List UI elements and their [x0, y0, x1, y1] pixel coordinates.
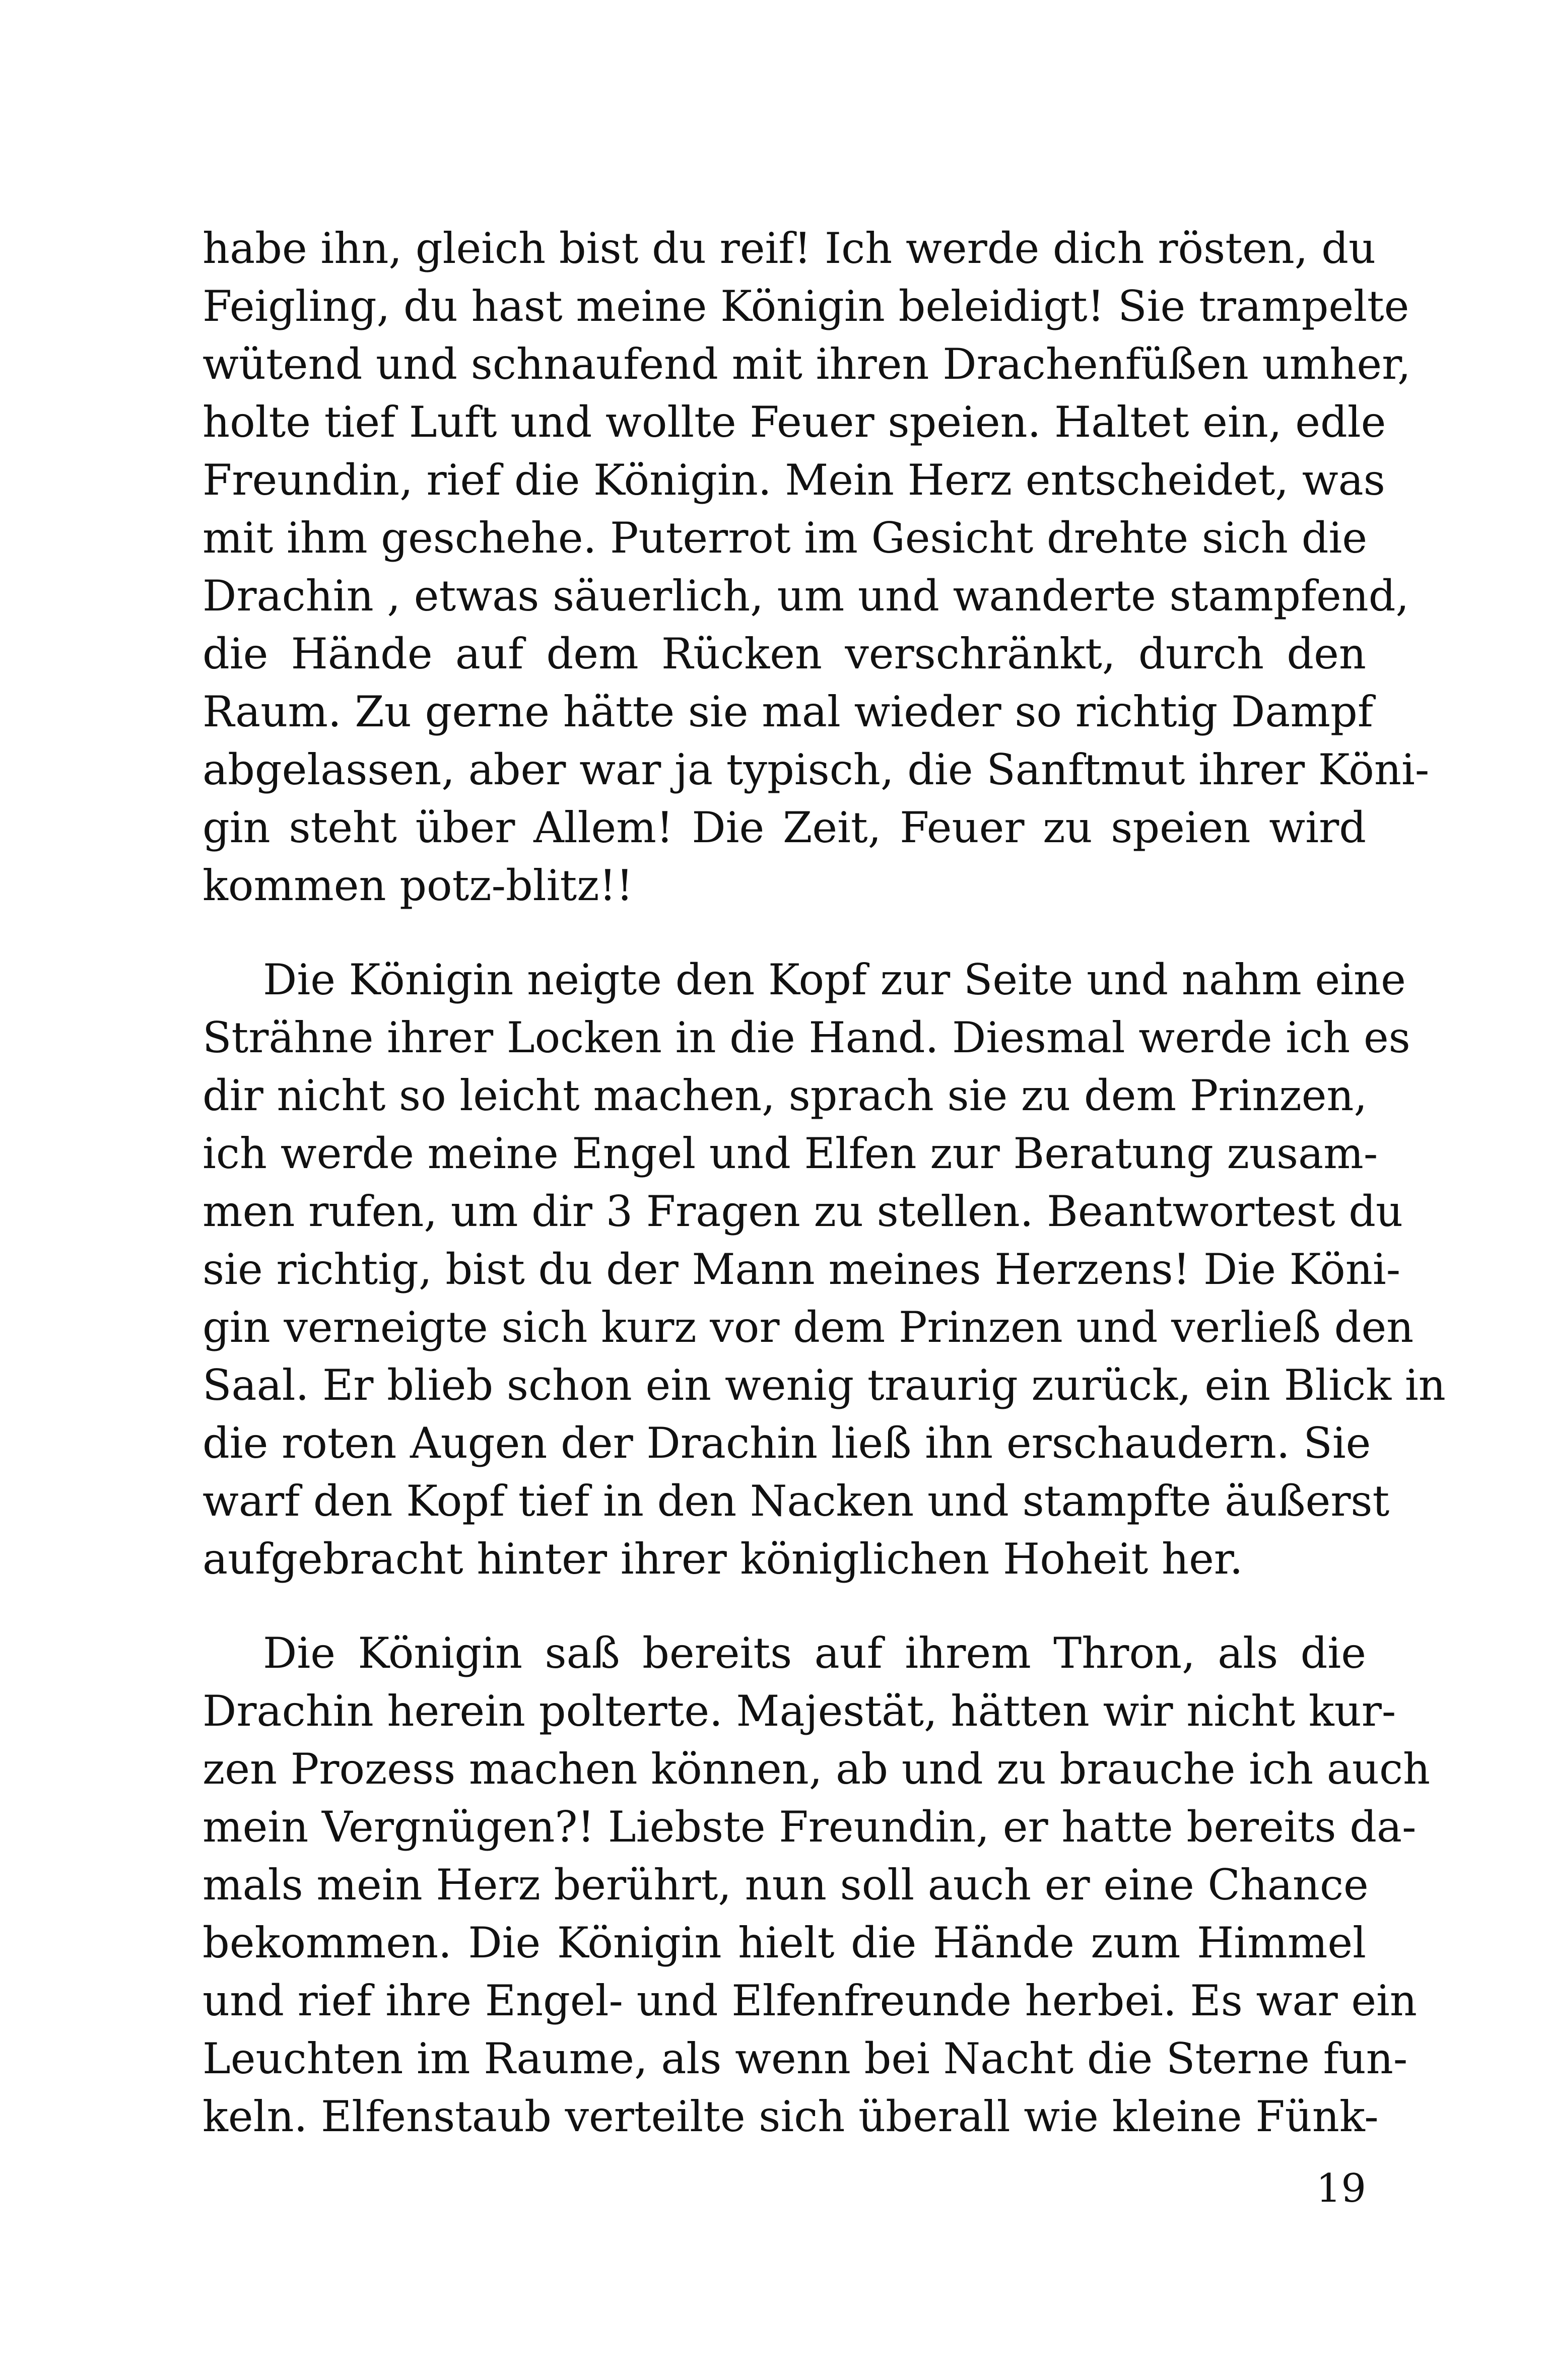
body-text — [203, 220, 1446, 2146]
paragraph-spacer — [203, 1588, 1366, 1624]
paragraph-2 — [203, 951, 1446, 1588]
text-line: Die Königin saß bereits auf ihrem Thron, als die — [263, 1628, 1366, 1678]
text-line: Leuchten im Raume, als wenn bei Nacht die Sterne fun- — [203, 2034, 1408, 2083]
text-line: Die Königin neigte den Kopf zur Seite und nahm eine — [263, 955, 1406, 1004]
text-line: bekommen. Die Königin hielt die Hände zum Himmel — [203, 1918, 1366, 1967]
text-line: sie richtig, bist du der Mann meines Herzens! Die Köni- — [203, 1245, 1401, 1294]
text-line: mit ihm geschehe. Puterrot im Gesicht drehte sich die — [203, 513, 1368, 563]
text-line: Raum. Zu gerne hätte sie mal wieder so richtig Dampf — [203, 687, 1373, 736]
text-line: mals mein Herz berührt, nun soll auch er eine Chance — [203, 1860, 1369, 1910]
paragraph-spacer — [203, 915, 1366, 951]
text-line: gin steht über Allem! Die Zeit, Feuer zu speien wird — [203, 803, 1366, 852]
text-line: Saal. Er blieb schon ein wenig traurig zurück, ein Blick in — [203, 1361, 1446, 1410]
text-line: mein Vergnügen?! Liebste Freundin, er hatte bereits da- — [203, 1802, 1417, 1852]
text-line: Strähne ihrer Locken in die Hand. Diesmal werde ich es — [203, 1013, 1410, 1062]
text-line: zen Prozess machen können, ab und zu brauche ich auch — [203, 1744, 1431, 1794]
text-line: die roten Augen der Drachin ließ ihn erschaudern. Sie — [203, 1418, 1371, 1468]
text-line: gin verneigte sich kurz vor dem Prinzen und verließ den — [203, 1303, 1414, 1352]
text-line: abgelassen, aber war ja typisch, die Sanftmut ihrer Köni- — [203, 745, 1430, 794]
text-line: Freundin, rief die Königin. Mein Herz entscheidet, was — [203, 455, 1385, 505]
text-line: und rief ihre Engel- und Elfenfreunde herbei. Es war ein — [203, 1976, 1418, 2025]
text-line: ich werde meine Engel und Elfen zur Beratung zusam- — [203, 1129, 1378, 1178]
text-line: Feigling, du hast meine Königin beleidigt! Sie trampelte — [203, 282, 1409, 331]
text-line: die Hände auf dem Rücken verschränkt, durch den — [203, 629, 1366, 678]
text-line: holte tief Luft und wollte Feuer speien. Haltet ein, edle — [203, 397, 1386, 447]
text-line: warf den Kopf tief in den Nacken und stampfte äußerst — [203, 1476, 1390, 1526]
text-line: dir nicht so leicht machen, sprach sie zu dem Prinzen, — [203, 1071, 1368, 1120]
text-line: kommen potz-blitz!! — [203, 861, 634, 910]
paragraph-1 — [203, 220, 1430, 915]
text-line: keln. Elfenstaub verteilte sich überall wie kleine Fünk- — [203, 2092, 1379, 2141]
text-line: habe ihn, gleich bist du reif! Ich werde dich rösten, du — [203, 224, 1376, 273]
text-line: Drachin , etwas säuerlich, um und wanderte stampfend, — [203, 571, 1409, 621]
page-number: 19 — [1316, 2166, 1366, 2211]
text-line: Drachin herein polterte. Majestät, hätten wir nicht kur- — [203, 1686, 1396, 1736]
text-line: men rufen, um dir 3 Fragen zu stellen. Beantwortest du — [203, 1187, 1403, 1236]
text-line: aufgebracht hinter ihrer königlichen Hoheit her. — [203, 1534, 1243, 1584]
text-line: wütend und schnaufend mit ihren Drachenfüßen umher, — [203, 339, 1411, 389]
paragraph-3 — [203, 1624, 1431, 2146]
